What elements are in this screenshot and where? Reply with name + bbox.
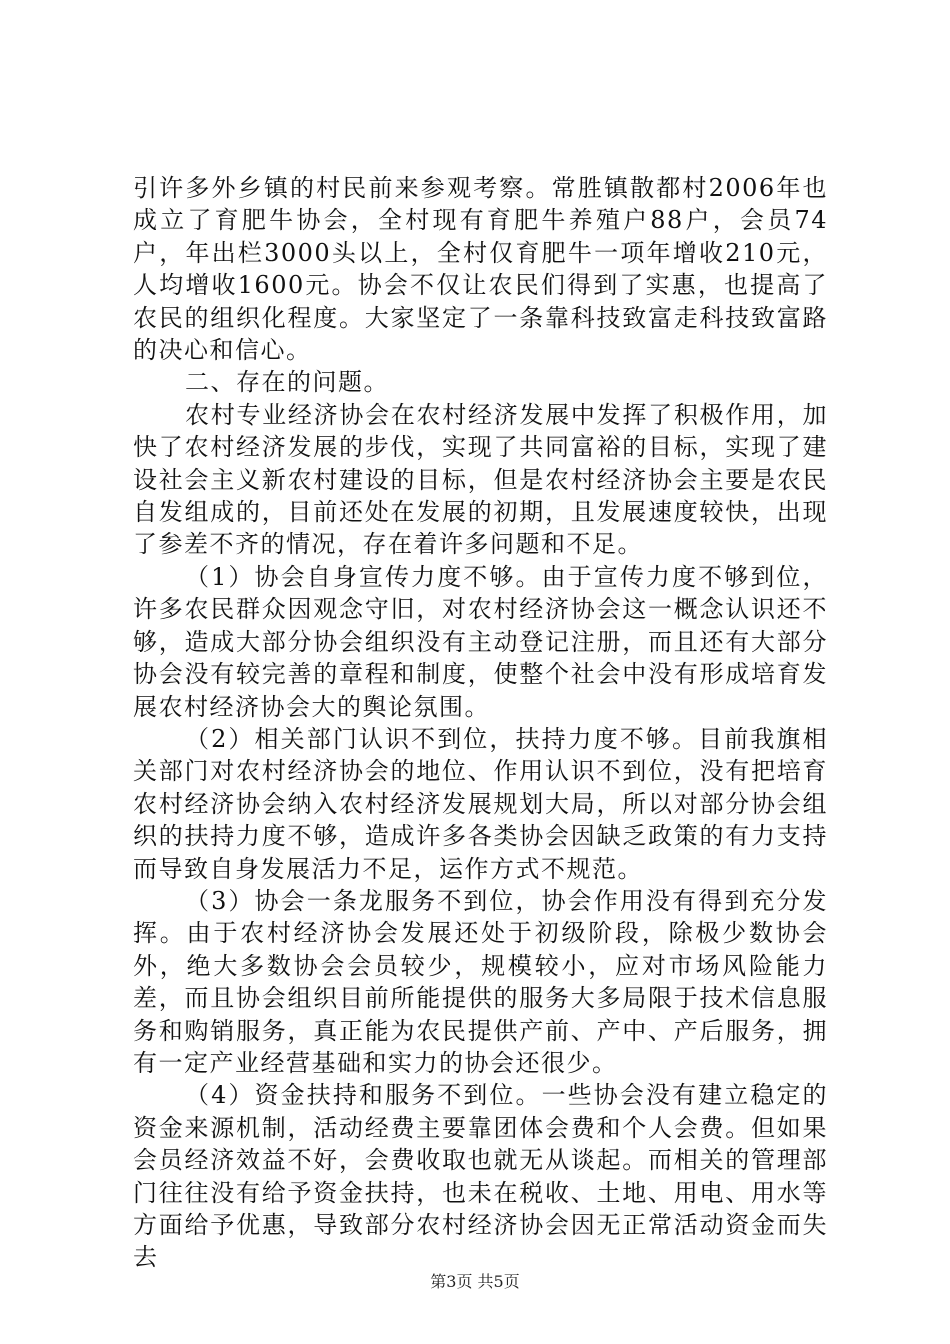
paragraph-problem-4: （4）资金扶持和服务不到位。一些协会没有建立稳定的资金来源机制，活动经费主要靠团体会费和个人会费。但如果会员经济效益不好，会费收取也就无从谈起。而相关的管理部门往往没有给予资金扶持，也未在税收、土地、用电、用水等方面给予优惠，导致部分农村经济协会因无正常活动资金而失去: [133, 1081, 828, 1272]
paragraph-problem-3: （3）协会一条龙服务不到位，协会作用没有得到充分发挥。由于农村经济协会发展还处于初级阶段，除极少数协会外，绝大多数协会会员较少，规模较小，应对市场风险能力差，而且协会组织目前所能提供的服务大多局限于技术信息服务和购销服务，真正能为农民提供产前、产中、产后服务，拥有一定产业经营基础和实力的协会还很少。: [133, 886, 828, 1077]
paragraph-intro-problems: 农村专业经济协会在农村经济发展中发挥了积极作用，加快了农村经济发展的步伐，实现了共同富裕的目标，实现了建设社会主义新农村建设的目标，但是农村经济协会主要是农民自发组成的，目前还处在发展的初期，且发展速度较快，出现了参差不齐的情况，存在着许多问题和不足。: [133, 400, 828, 559]
section-heading-problems: 二、存在的问题。: [185, 368, 389, 397]
paragraph-problem-1: （1）协会自身宣传力度不够。由于宣传力度不够到位，许多农民群众因观念守旧，对农村经济协会这一概念认识还不够，造成大部分协会组织没有主动登记注册，而且还有大部分协会没有较完善的章程和制度，使整个社会中没有形成培育发展农村经济协会大的舆论氛围。: [133, 562, 828, 721]
paragraph-continuation: 引许多外乡镇的村民前来参观考察。常胜镇散都村2006年也成立了育肥牛协会，全村现有育肥牛养殖户88户，会员74户，年出栏3000头以上，全村仅育肥牛一项年增收210元，人均增收1600元。协会不仅让农民们得到了实惠，也提高了农民的组织化程度。大家坚定了一条靠科技致富走科技致富路的决心和信心。: [133, 174, 828, 365]
page-number-footer: 第3页 共5页: [430, 1272, 520, 1291]
document-body: [133, 172, 828, 1274]
paragraph-problem-2: （2）相关部门认识不到位，扶持力度不够。目前我旗相关部门对农村经济协会的地位、作用认识不到位，没有把培育农村经济协会纳入农村经济发展规划大局，所以对部分协会组织的扶持力度不够，造成许多各类协会因缺乏政策的有力支持而导致自身发展活力不足，运作方式不规范。: [133, 724, 828, 883]
